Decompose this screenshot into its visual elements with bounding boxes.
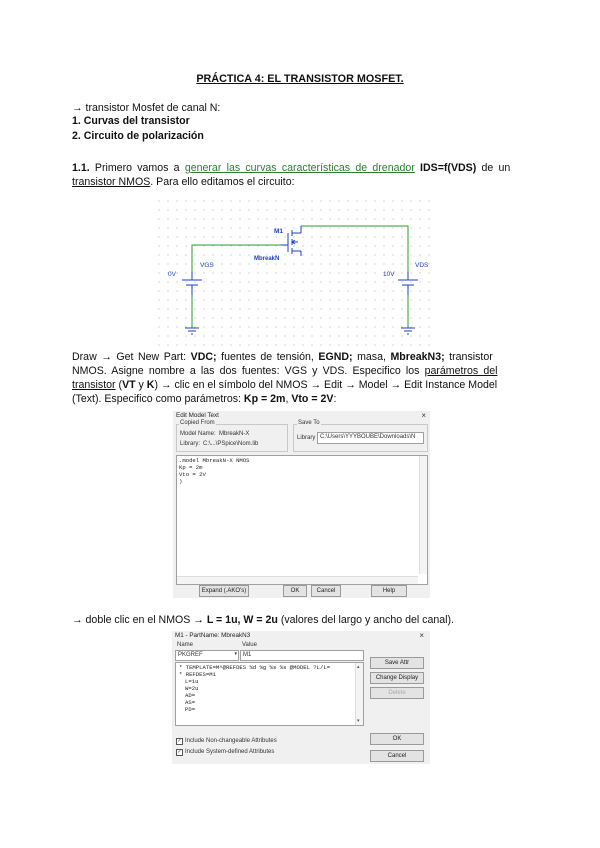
horizontal-scrollbar[interactable] [177, 576, 418, 584]
name-select-value: PKGREF [178, 652, 203, 658]
list-item[interactable]: PD= [185, 706, 196, 713]
intro-line: → transistor Mosfet de canal N: [72, 102, 221, 114]
section-number: 1.1. [72, 162, 90, 174]
cancel-button[interactable]: Cancel [370, 750, 424, 762]
edit-model-text-dialog [173, 411, 430, 598]
non-changeable-label: Include Non-changeable Attributes [185, 738, 277, 744]
scroll-up-icon[interactable]: ▴ [357, 664, 360, 670]
copied-from-label: Copied From [180, 420, 215, 426]
change-display-button[interactable]: Change Display [370, 672, 424, 684]
save-to-label: Save To [298, 420, 320, 426]
name-select[interactable] [175, 650, 239, 661]
help-button[interactable]: Help [371, 585, 407, 597]
model-text-line: Kp = 2m [179, 464, 203, 471]
copied-from-group [176, 424, 288, 452]
non-changeable-checkbox[interactable]: ✓ [177, 738, 182, 744]
list-item[interactable]: AS= [185, 699, 196, 706]
model-label: MbreakN [254, 256, 280, 262]
vertical-scrollbar[interactable] [419, 456, 427, 574]
page-title: PRÁCTICA 4: EL TRANSISTOR MOSFET. [196, 73, 404, 85]
close-icon[interactable]: × [419, 631, 424, 640]
part-attributes-dialog [172, 631, 430, 764]
para2-line2: NMOS. Asigne nombre a las dos fuentes: VGS y VDS. Especifico los parámetros del [72, 365, 498, 377]
delete-button[interactable]: Delete [370, 687, 424, 699]
vds-label: VDS [415, 262, 429, 269]
dialog-title: Edit Model Text [176, 412, 219, 419]
name-column-label: Name [177, 642, 194, 648]
circuit-schematic [158, 200, 436, 347]
intro-item-2: 2. Circuito de polarización [72, 130, 204, 142]
system-defined-checkbox[interactable]: ✓ [177, 749, 182, 755]
cancel-button[interactable]: Cancel [311, 585, 341, 597]
library-value: C:\...\PSpice\Nom.lib [203, 441, 259, 447]
vds-value: 10V [383, 271, 395, 278]
m1-label: M1 [274, 228, 284, 235]
list-item[interactable]: * TEMPLATE=M^@REFDES %d %g %s %s @MODEL ?L/L= [179, 664, 331, 671]
save-to-library-value: C:\Users\YYYBOUBE\Downloads\N [320, 434, 416, 440]
circuit-svg [158, 200, 436, 347]
model-name-value: MbreakN-X [219, 431, 250, 437]
para2-line4: (Text). Especifico como parámetros: Kp = 2m, Vto = 2V: [72, 393, 337, 405]
para3-line: → doble clic en el NMOS → L = 1u, W = 2u (valores del largo y ancho del canal). [72, 614, 454, 626]
para2-line3: transistor (VT y K) → clic en el símbolo del NMOS → Edit → Model → Edit Instance Model [72, 379, 498, 391]
value-input-text: M1 [243, 652, 252, 658]
section-1-1-line2: transistor NMOS. Para ello editamos el circuito: [72, 176, 295, 188]
close-icon[interactable]: × [421, 411, 426, 420]
para2-line1: Draw → Get New Part: VDC; fuentes de tensión, EGND; masa, MbreakN3; transistor [72, 351, 493, 363]
model-text-area[interactable] [176, 455, 428, 585]
list-item[interactable]: W=2u [185, 685, 199, 692]
list-item[interactable]: AD= [185, 692, 196, 699]
vgs-value: 0V [168, 271, 176, 278]
curves-link: generar las curvas características de drenador [184, 162, 415, 174]
list-item[interactable]: L=1u [185, 678, 199, 685]
dialog-title: M1 - PartName: MbreakN3 [175, 632, 251, 639]
value-input[interactable] [240, 650, 364, 661]
library-label: Library: [180, 441, 201, 447]
model-text-line: ) [179, 478, 183, 485]
expand-akos-button[interactable]: Expand (.AKO's) [199, 585, 249, 597]
model-text-line: .model MbreakN-X NMOS [179, 457, 250, 464]
intro-item-1: 1. Curvas del transistor [72, 115, 190, 127]
vertical-scrollbar[interactable] [355, 663, 363, 725]
value-column-label: Value [242, 642, 257, 648]
attribute-list[interactable] [175, 662, 364, 726]
system-defined-label: Include System-defined Attributes [185, 749, 275, 755]
save-to-library-field[interactable] [317, 432, 424, 444]
ok-button[interactable]: OK [370, 733, 424, 745]
vgs-label: VGS [200, 262, 214, 269]
model-name-label: Model Name: [180, 431, 216, 437]
section-1-1-line1: 1.1. Primero vamos a generar las curvas características de drenador IDS=f(VDS) de un [72, 162, 511, 174]
list-item[interactable]: * REFDES=M1 [179, 671, 216, 678]
scroll-down-icon[interactable]: ▾ [357, 718, 360, 724]
ok-button[interactable]: OK [283, 585, 307, 597]
model-text-line: Vto = 2V [179, 471, 206, 478]
save-to-library-label: Library [297, 435, 316, 441]
save-attr-button[interactable]: Save Attr [370, 657, 424, 669]
chevron-down-icon: ▾ [234, 651, 237, 657]
